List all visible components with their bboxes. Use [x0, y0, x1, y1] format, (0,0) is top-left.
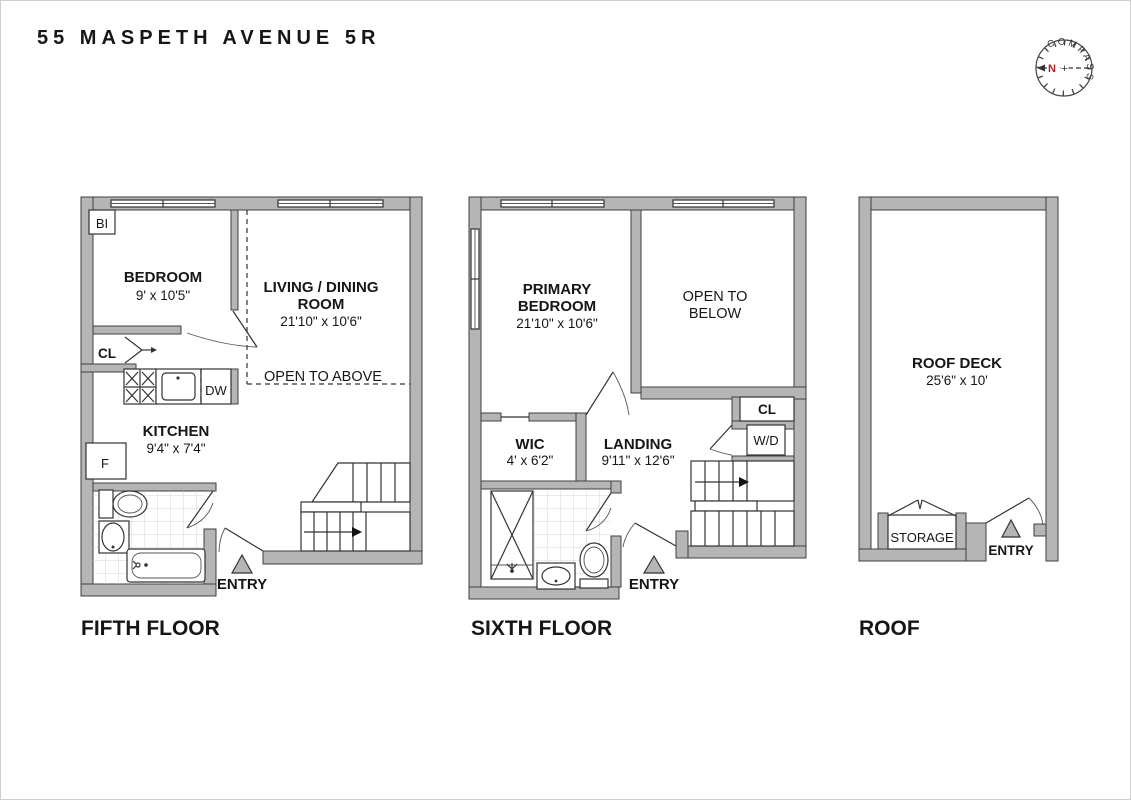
- fifth-floor-title: FIFTH FLOOR: [81, 617, 220, 640]
- kitchen-dims: 9'4" x 7'4": [146, 441, 206, 456]
- living-label-1: LIVING / DINING: [263, 279, 379, 296]
- entry-marker-icon: [644, 556, 664, 573]
- roof-deck-label: ROOF DECK: [912, 355, 1002, 372]
- faucet-dot: [176, 376, 179, 379]
- living-dims: 21'10" x 10'6": [280, 314, 362, 329]
- wic-dims: 4' x 6'2": [506, 453, 554, 468]
- entry-marker-icon: [232, 555, 252, 573]
- storage-label: STORAGE: [890, 530, 954, 545]
- open-to-above-label: OPEN TO ABOVE: [264, 369, 382, 385]
- wic-label: WIC: [515, 436, 545, 453]
- primary-bedroom-label-2: BEDROOM: [517, 298, 597, 315]
- page-title: 55 MASPETH AVENUE 5R: [37, 27, 381, 49]
- fifth-closet: [98, 337, 157, 363]
- open-below-label-1: OPEN TO: [682, 289, 748, 305]
- closet-arrow-icon: [151, 347, 157, 353]
- compass-center-mark: +: [1061, 62, 1068, 75]
- toilet-tank: [99, 490, 113, 518]
- primary-bedroom-dims: 21'10" x 10'6": [516, 316, 598, 331]
- washer-dryer: [710, 425, 785, 455]
- fifth-floor-plan: [81, 197, 422, 640]
- primary-bedroom-door: [586, 372, 629, 415]
- fifth-entry-label: ENTRY: [216, 576, 268, 593]
- sixth-entry: [623, 523, 679, 593]
- built-in-label: BI: [95, 216, 109, 231]
- living-label-2: ROOM: [297, 296, 345, 313]
- sixth-stairs: [691, 461, 794, 546]
- compass-label: COMPASS: [1045, 36, 1096, 84]
- sixth-closet-label: CL: [758, 402, 776, 417]
- open-below-label-2: BELOW: [688, 306, 742, 322]
- roof-title: ROOF: [859, 617, 920, 640]
- stove-burners-icon: [124, 369, 156, 404]
- dishwasher-label: DW: [205, 383, 227, 398]
- stair-rail: [301, 502, 361, 512]
- floorplan-canvas: [1, 1, 1131, 800]
- sixth-bathroom: [491, 491, 611, 589]
- kitchen-label: KITCHEN: [142, 423, 210, 440]
- sixth-entry-label: ENTRY: [628, 576, 680, 593]
- fifth-bathroom: [93, 490, 213, 584]
- fifth-stairs: [301, 463, 410, 551]
- landing-dims: 9'11" x 12'6": [601, 453, 675, 468]
- stair-rail: [695, 501, 757, 511]
- roof-entry-label: ENTRY: [988, 543, 1034, 558]
- sixth-floor-title: SIXTH FLOOR: [471, 617, 613, 640]
- bedroom-label: BEDROOM: [123, 269, 203, 286]
- primary-bedroom-label-1: PRIMARY: [522, 281, 592, 298]
- toilet-tank: [580, 579, 608, 588]
- entry-marker-icon: [1002, 520, 1020, 537]
- sixth-floor-plan: [469, 197, 806, 640]
- roof-storage: [888, 500, 956, 549]
- compass: [1036, 37, 1096, 96]
- fifth-entry: [217, 528, 267, 593]
- landing-label: LANDING: [603, 436, 673, 453]
- compass-north-label: N: [1048, 63, 1056, 75]
- roof-deck-dims: 25'6" x 10': [926, 373, 988, 388]
- fifth-closet-label: CL: [98, 346, 116, 361]
- bedroom-dims: 9' x 10'5": [135, 288, 191, 303]
- washer-dryer-label: W/D: [753, 433, 779, 448]
- roof-plan: [859, 197, 1058, 640]
- bifold-door-icon: [125, 337, 142, 363]
- bathtub: [127, 549, 205, 582]
- fridge-label: F: [101, 456, 109, 471]
